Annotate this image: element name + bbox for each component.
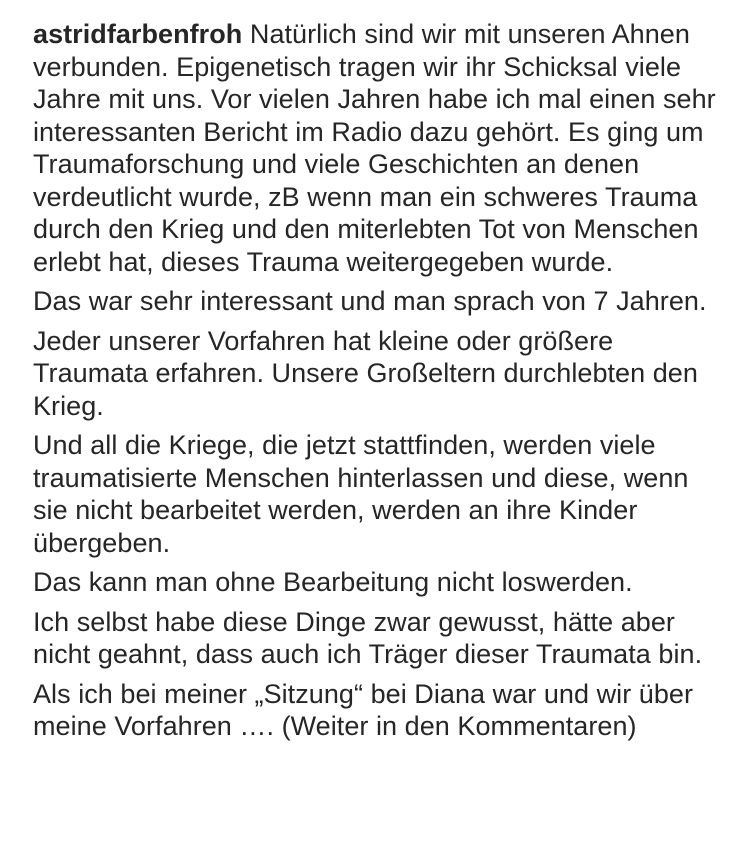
comment-paragraph-3: Jeder unserer Vorfahren hat kleine oder größere Traumata erfahren. Unsere Großeltern durchlebten den Krieg. [33, 325, 698, 421]
comment-username[interactable]: astridfarbenfroh [33, 19, 243, 49]
comment-paragraph-4: Und all die Kriege, die jetzt stattfinden, werden viele traumatisierte Menschen hinterlassen und diese, wenn sie nicht bearbeitet werden, werden an ihre Kinder übergeben. [33, 430, 689, 558]
comment-body [33, 18, 723, 750]
comment-paragraph-2: Das war sehr interessant und man sprach von 7 Jahren. [33, 286, 707, 316]
comment-text: Natürlich sind wir mit unseren Ahnen verbunden. Epigenetisch tragen wir ihr Schicksal viele Jahre mit uns. Vor vielen Jahren habe ich mal einen sehr interessanten Bericht im Radio dazu gehört. Es ging um Traumaforschung und viele Geschichten an denen verdeutlicht wurde, zB wenn man ein schweres Trauma durch den Krieg und den miterlebten Tot von Menschen erlebt hat, dieses Trauma weitergegeben wurde. [33, 19, 716, 277]
comment-paragraph-5: Das kann man ohne Bearbeitung nicht loswerden. [33, 567, 633, 597]
comment-paragraph-7: Als ich bei meiner „Sitzung“ bei Diana war und wir über meine Vorfahren …. (Weiter in den Kommentaren) [33, 678, 694, 741]
comment-paragraph-1 [33, 18, 723, 278]
comment-paragraph-6: Ich selbst habe diese Dinge zwar gewusst, hätte aber nicht geahnt, dass auch ich Träger dieser Traumata bin. [33, 606, 703, 669]
